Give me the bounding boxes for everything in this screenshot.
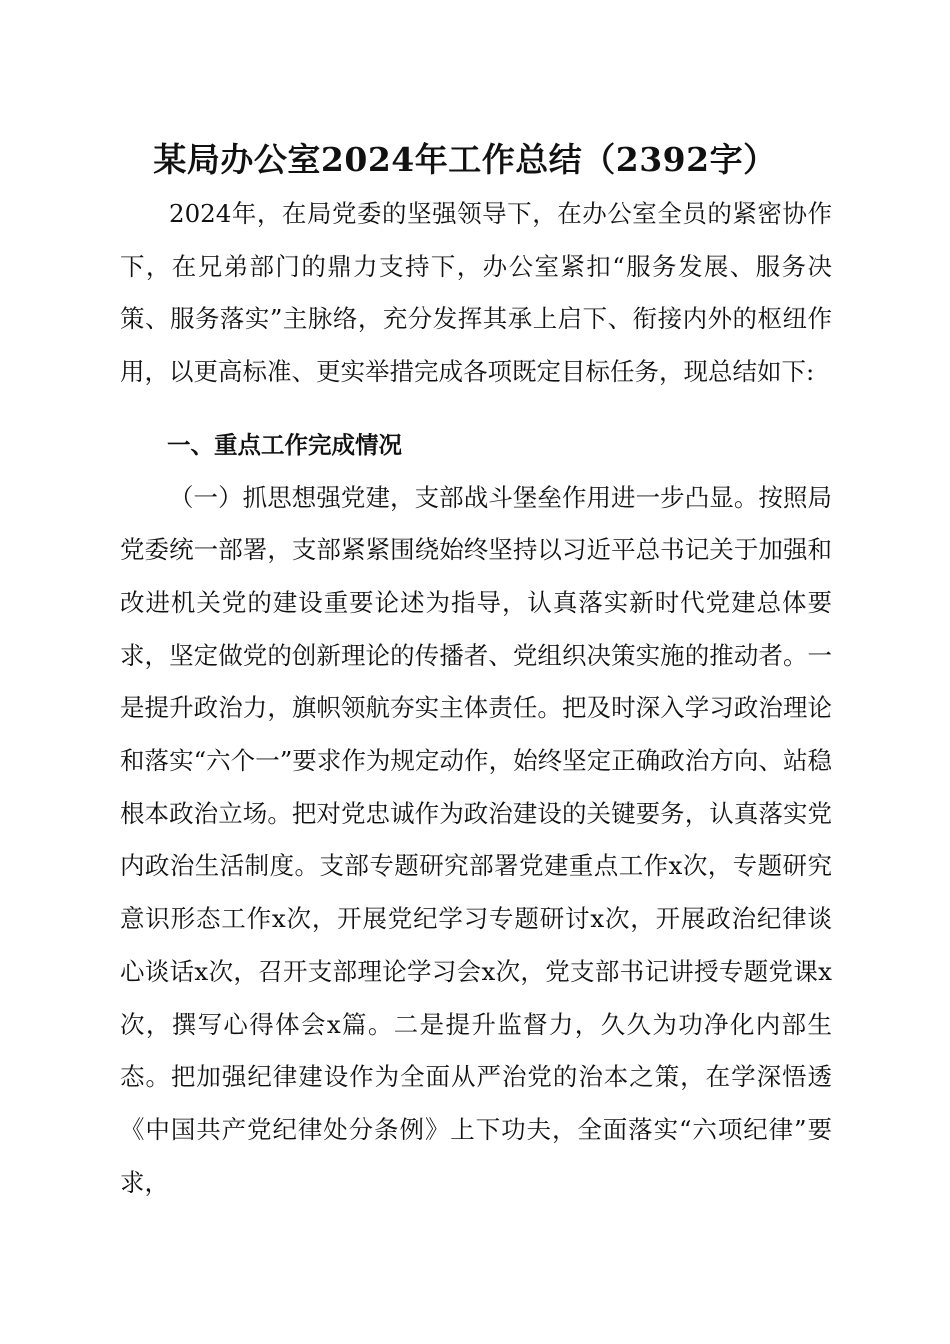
subsection-body: 按照局党委统一部署，支部紧紧围绕始终坚持以习近平总书记关于加强和改进机关党的建设重要论述为指导，认真落实新时代党建总体要求，坚定做党的创新理论的传播者、党组织决策实施的推动者。一是提升政治力，旗帜领航夯实主体责任。把及时深入学习政治理论和落实“六个一”要求作为规定动作，始终坚定正确政治方向、站稳根本政治立场。把对党忠诚作为政治建设的关键要务，认真落实党内政治生活制度。支部专题研究部署党建重点工作x次，专题研究意识形态工作x次，开展党纪学习专题研讨x次，开展政治纪律谈心谈话x次，召开支部理论学习会x次，党支部书记讲授专题党课x次，撰写心得体会x篇。二是提升监督力，久久为功净化内部生态。把加强纪律建设作为全面从严治党的治本之策，在学深悟透《中国共产党纪律处分条例》上下功夫，全面落实“六项纪律”要求， — [120, 482, 833, 1197]
document-title: 某局办公室2024年工作总结（2392字） — [153, 140, 777, 179]
document-body — [120, 188, 832, 1209]
subsection-heading: （一）抓思想强党建，支部战斗堡垒作用进一步凸显。 — [169, 482, 759, 512]
section-heading: 一、重点工作完成情况 — [167, 430, 402, 459]
intro-paragraph: 2024年，在局党委的坚强领导下，在办公室全员的紧密协作下，在兄弟部门的鼎力支持下，办公室紧扣“服务发展、服务决策、服务落实”主脉络，充分发挥其承上启下、衔接内外的枢纽作用，以更高标准、更实举措完成各项既定目标任务，现总结如下: — [120, 199, 832, 387]
subsection-paragraph — [120, 472, 832, 1210]
